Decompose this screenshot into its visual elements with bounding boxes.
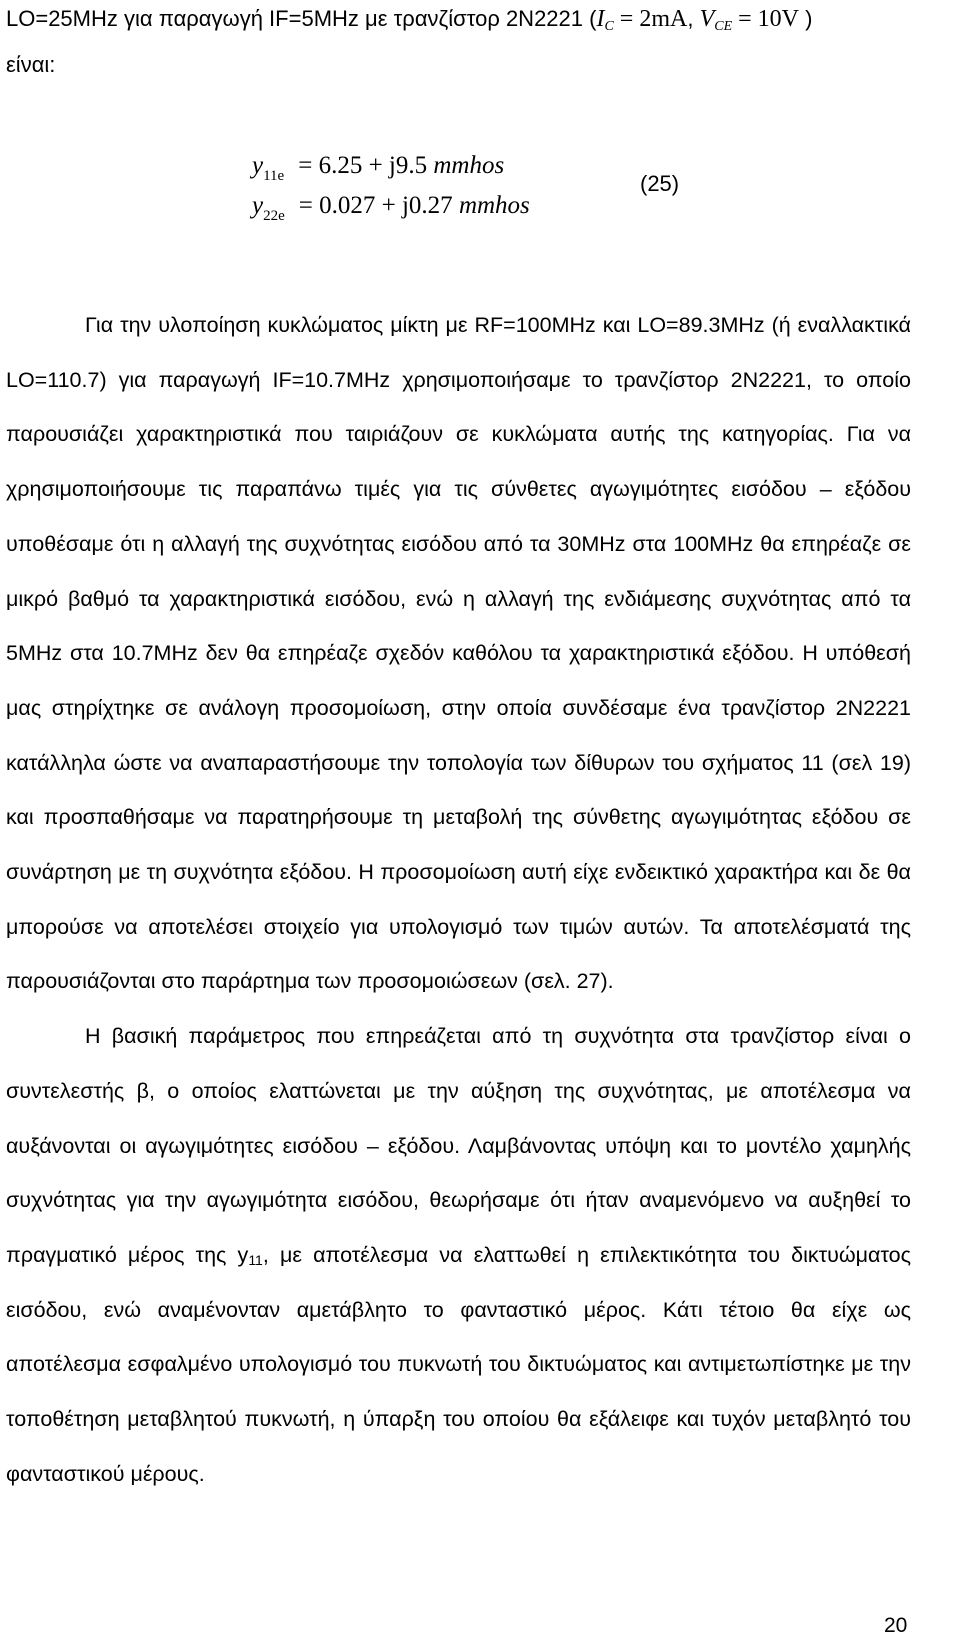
- equation-subscript: 11e: [263, 168, 285, 184]
- ic-symbol: I: [596, 6, 605, 32]
- body-text: [6, 298, 911, 1501]
- paragraph-beta-factor: [6, 1009, 911, 1501]
- intro-line: [6, 0, 956, 46]
- collector-current: [596, 6, 687, 32]
- paragraph-mixer-design: Για την υλοποίηση κυκλώματος μίκτη με RF=100MHz και LO=89.3MHz (ή εναλλακτικά LO=110.7) για παραγωγή IF=10.7MHz χρησιμοποιήσαμε το τρανζίστορ 2N2221, το οποίο παρουσιάζει χαρακτηριστικά που ταιριάζουν σε κυκλώματα αυτής της κατηγορίας. Για να χρησιμοποιήσουμε τις παραπάνω τιμές για τις σύνθετες αγωγιμότητες εισόδου – εξόδου υποθέσαμε ότι η αλλαγή της συχνότητας εισόδου από τα 30MHz στα 100MHz θα επηρέαζε σε μικρό βαθμό τα χαρακτηριστικά εισόδου, ενώ η αλλαγή της ενδιάμεσης συχνότητας από τα 5MHz στα 10.7MHz δεν θα επηρέαζε σχεδόν καθόλου τα χαρακτηριστικά εξόδου. Η υπόθεσή μας στηρίχτηκε σε ανάλογη προσομοίωση, στην οποία συνδέσαμε ένα τρανζίστορ 2N2221 κατάλληλα ώστε να αναπαραστήσουμε την τοπολογία των δίθυρων του σχήματος 11 (σελ 19) και προσπαθήσαμε να παρατηρήσουμε τη μεταβολή της σύνθετης αγωγιμότητας εξόδου σε συνάρτηση με τη συχνότητα εξόδου. Η προσομοίωση αυτή είχε ενδεικτικό χαρακτήρα και δε θα μπορούσε να αποτελέσει στοιχείο για υπολογισμό των τιμών αυτών. Τα αποτελέσματά της παρουσιάζονται στο παράρτημα των προσομοιώσεων (σελ. 27).: [6, 313, 911, 994]
- equation-y11e: [252, 146, 530, 186]
- page-number: 20: [884, 1614, 908, 1637]
- equation-y22e: [252, 186, 530, 226]
- intro-prefix: LO=25MHz για παραγωγή IF=5MHz με τρανζίστορ 2N2221 (: [6, 6, 597, 31]
- y-subscript: 11: [248, 1251, 263, 1268]
- equation-rhs: [299, 186, 530, 226]
- equation-value: = 0.027 + j0.27: [298, 192, 459, 219]
- collector-emitter-voltage: [700, 6, 799, 32]
- ic-subscript: C: [604, 19, 614, 34]
- equation-subscript: 22e: [263, 208, 285, 224]
- vce-value: = 10V: [732, 6, 800, 32]
- paragraph-text: , με αποτέλεσμα να ελαττωθεί η επιλεκτικότητα του δικτυώματος εισόδου, ενώ αναμένονταν αμετάβλητο το φανταστικό μέρος. Κάτι τέτοιο θα είχε ως αποτέλεσμα εσφαλμένο υπολογισμό του πυκνωτή του δικτυώματος και αντιμετωπίστηκε με την τοποθέτηση μεταβλητού πυκνωτή, η ύπαρξη του οποίου θα εξάλειφε και τυχόν μεταβλητό του φανταστικού μέρους.: [6, 1242, 911, 1486]
- equation-variable: y: [252, 152, 264, 179]
- equation-block: [252, 146, 530, 226]
- paragraph-text: Η βασική παράμετρος που επηρεάζεται από τη συχνότητα στα τρανζίστορ είναι ο συντελεστής β, ο οποίος ελαττώνεται με την αύξηση της συχνότητας, με αποτέλεσμα να αυξάνονται οι αγωγιμότητες εισόδου – εξόδου. Λαμβάνοντας υπόψη και το μοντέλο χαμηλής συχνότητας για την αγωγιμότητα εισόδου, θεωρήσαμε ότι ήταν αναμενόμενο να αυξηθεί το πραγματικό μέρος της y: [6, 1024, 911, 1267]
- vce-symbol: V: [699, 6, 715, 32]
- equation-rhs: [298, 146, 504, 186]
- intro-continuation: είναι:: [6, 52, 56, 77]
- intro-separator: ,: [687, 6, 700, 31]
- equation-unit: mmhos: [458, 192, 530, 219]
- equation-unit: mmhos: [433, 152, 505, 179]
- equation-number: (25): [640, 171, 680, 196]
- intro-close: ): [799, 6, 813, 31]
- equation-variable: y: [252, 192, 264, 219]
- equation-value: = 6.25 + j9.5: [298, 152, 434, 179]
- vce-subscript: CE: [714, 19, 733, 34]
- ic-value: = 2mA: [613, 6, 688, 32]
